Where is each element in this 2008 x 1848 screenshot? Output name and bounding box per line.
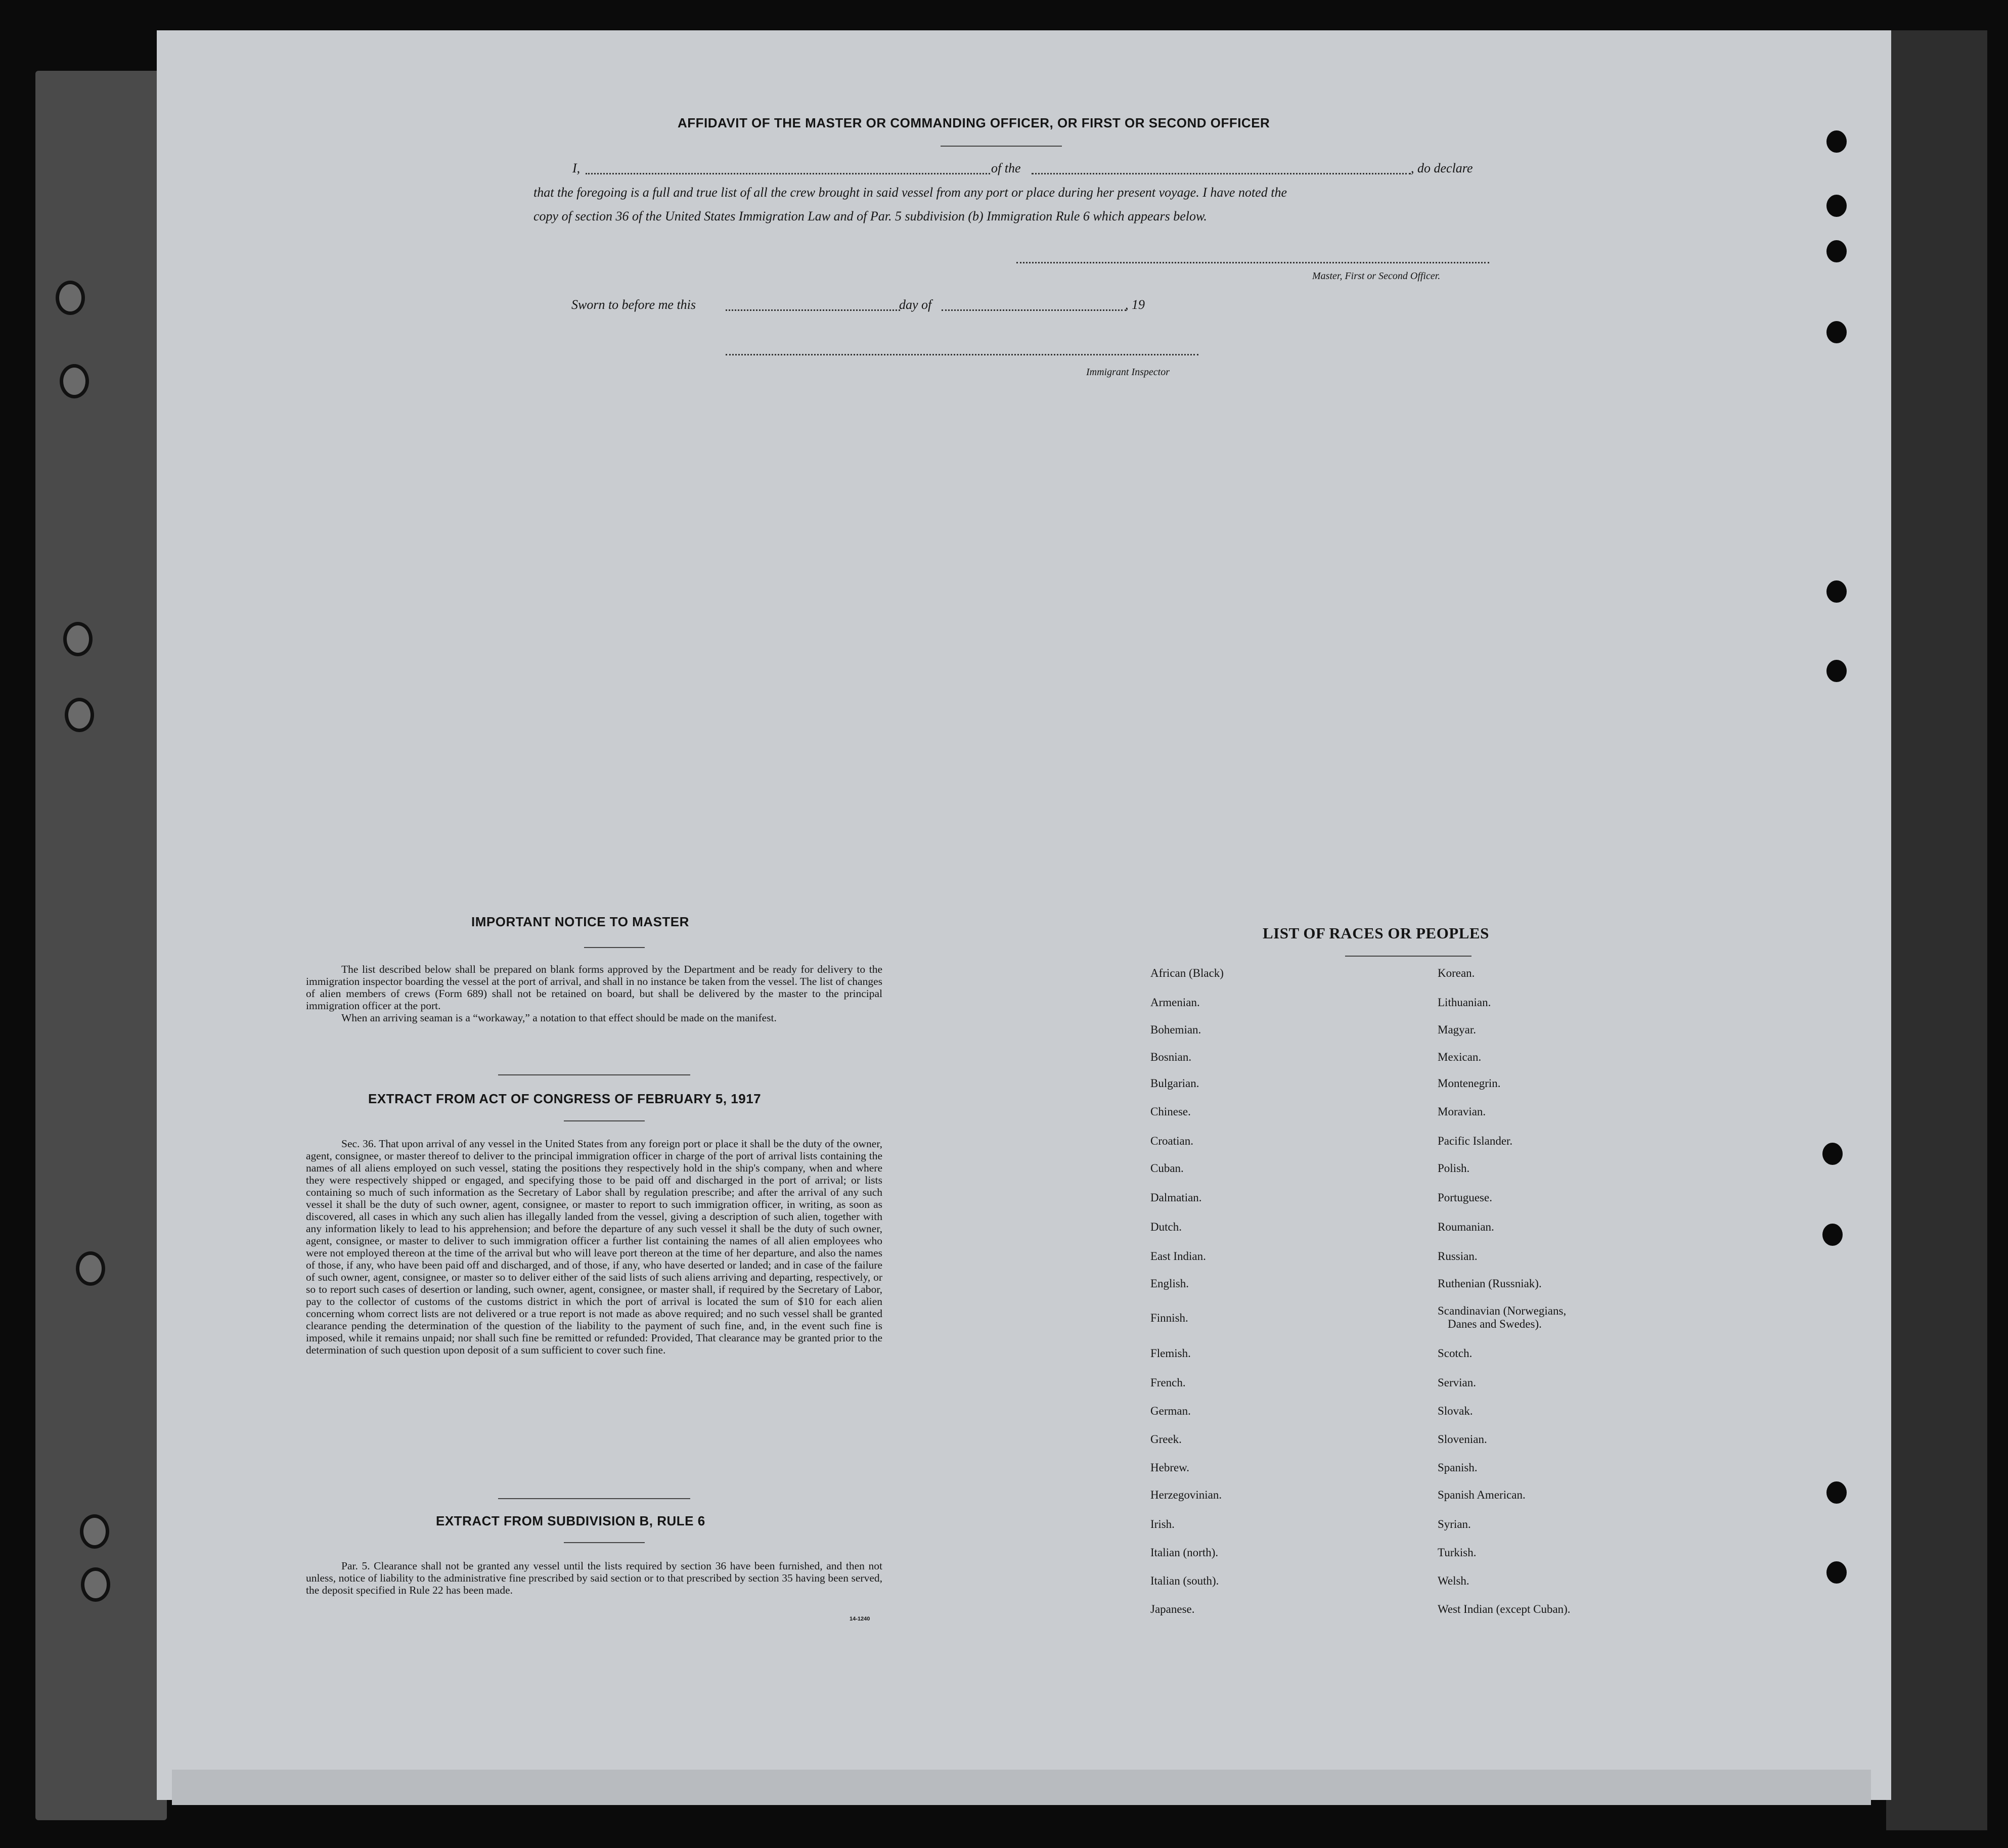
punch-hole — [65, 698, 94, 732]
race-right-item: Spanish American. — [1438, 1489, 1526, 1501]
race-left-item: Hebrew. — [1150, 1461, 1190, 1474]
i-label: I, — [572, 161, 581, 175]
punch-hole — [1826, 660, 1847, 682]
of-the-label: of the — [991, 161, 1021, 175]
binder-edge-right — [1886, 30, 1987, 1830]
punch-hole — [1826, 1561, 1847, 1584]
punch-hole — [1826, 321, 1847, 343]
race-left-item: Bohemian. — [1150, 1023, 1201, 1036]
name-blank[interactable] — [586, 173, 990, 174]
race-right-item: Scotch. — [1438, 1347, 1472, 1360]
punch-hole — [80, 1514, 109, 1549]
race-right-item: Slovak. — [1438, 1405, 1473, 1417]
race-right-item: Pacific Islander. — [1438, 1135, 1513, 1147]
race-left-item: French. — [1150, 1376, 1186, 1389]
race-right-item: Welsh. — [1438, 1574, 1469, 1587]
inspector-signature-blank[interactable] — [726, 354, 1198, 355]
do-declare-label: , do declare — [1411, 161, 1473, 175]
master-signature-blank[interactable] — [1016, 262, 1489, 263]
race-right-item: Polish. — [1438, 1162, 1470, 1175]
punch-hole — [81, 1567, 110, 1602]
race-right-item: Servian. — [1438, 1376, 1477, 1389]
race-right-item: Spanish. — [1438, 1461, 1478, 1474]
race-right-item: Lithuanian. — [1438, 996, 1491, 1009]
sworn-month-blank[interactable] — [942, 309, 1126, 311]
master-signature-label: Master, First or Second Officer. — [1312, 271, 1441, 282]
affidavit-line-3: copy of section 36 of the United States Immigration Law and of Par. 5 subdivision (b) Immigration Rule 6 which appears below. — [533, 209, 1207, 223]
race-right-item: Roumanian. — [1438, 1221, 1494, 1233]
extract-act-title: EXTRACT FROM ACT OF CONGRESS OF FEBRUARY 5, 1917 — [368, 1091, 762, 1106]
race-left-item: Greek. — [1150, 1433, 1182, 1446]
sworn-day-blank[interactable] — [726, 309, 900, 311]
race-left-item: Bosnian. — [1150, 1051, 1192, 1063]
section-divider — [498, 1074, 690, 1075]
race-left-item: English. — [1150, 1277, 1189, 1290]
race-right-item: Ruthenian (Russniak). — [1438, 1277, 1542, 1290]
race-right-item: Portuguese. — [1438, 1191, 1492, 1204]
race-right-item: West Indian (except Cuban). — [1438, 1603, 1571, 1615]
sworn-label: Sworn to before me this — [571, 297, 696, 312]
binder-edge-left — [35, 71, 167, 1820]
punch-hole — [56, 281, 85, 315]
punch-hole — [1826, 580, 1847, 603]
race-left-item: Bulgarian. — [1150, 1077, 1199, 1090]
race-left-item: German. — [1150, 1405, 1191, 1417]
race-left-item: Flemish. — [1150, 1347, 1191, 1360]
page-edge — [172, 1770, 1871, 1805]
form-number: 14-1240 — [850, 1616, 870, 1622]
race-left-item: African (Black) — [1150, 967, 1224, 979]
affidavit-line-2: that the foregoing is a full and true list of all the crew brought in said vessel from any port or place during her present voyage. I have noted the — [533, 185, 1287, 200]
affidavit-title: AFFIDAVIT OF THE MASTER OR COMMANDING OFFICER, OR FIRST OR SECOND OFFICER — [678, 115, 1270, 130]
race-right-item: Russian. — [1438, 1250, 1478, 1263]
race-left-item: Herzegovinian. — [1150, 1489, 1222, 1501]
punch-hole — [1826, 130, 1847, 153]
race-left-item: East Indian. — [1150, 1250, 1206, 1263]
punch-hole — [76, 1251, 105, 1286]
race-left-item: Cuban. — [1150, 1162, 1184, 1175]
race-left-item: Finnish. — [1150, 1312, 1188, 1324]
punch-hole — [1826, 240, 1847, 262]
extract-act-underline — [564, 1120, 645, 1121]
title-underline — [941, 146, 1062, 147]
race-left-item: Dutch. — [1150, 1221, 1182, 1233]
race-right-item: Danes and Swedes). — [1448, 1318, 1542, 1330]
race-right-item: Scandinavian (Norwegians, — [1438, 1304, 1567, 1317]
notice-text — [306, 963, 882, 1024]
rule-6-text — [306, 1560, 882, 1596]
race-left-item: Italian (south). — [1150, 1574, 1219, 1587]
rule-6-paragraph: Par. 5. Clearance shall not be granted any vessel until the lists required by section 36 have been furnished, and then not unless, notice of liability to the administrative fine prescribed by said section or to that prescribed by section 35 having been served, the deposit specified in Rule 22 has been made. — [306, 1560, 882, 1596]
race-right-item: Syrian. — [1438, 1518, 1471, 1530]
notice-title: IMPORTANT NOTICE TO MASTER — [471, 914, 689, 929]
notice-paragraph-2: When an arriving seaman is a “workaway,” a notation to that effect should be made on the manifest. — [341, 1012, 777, 1024]
race-left-item: Irish. — [1150, 1518, 1175, 1530]
inspector-signature-label: Immigrant Inspector — [1086, 367, 1170, 378]
day-of-label: day of — [899, 297, 932, 312]
section-divider — [498, 1498, 690, 1499]
notice-underline — [584, 947, 645, 948]
punch-hole — [1826, 1481, 1847, 1504]
punch-hole — [1822, 1224, 1843, 1246]
year-label: , 19 — [1125, 297, 1145, 312]
punch-hole — [1826, 195, 1847, 217]
extract-rule-title: EXTRACT FROM SUBDIVISION B, RULE 6 — [436, 1513, 705, 1528]
section-36-text — [306, 1138, 882, 1356]
race-left-item: Croatian. — [1150, 1135, 1193, 1147]
race-left-item: Italian (north). — [1150, 1546, 1219, 1559]
document-page — [157, 30, 1891, 1800]
races-title: LIST OF RACES OR PEOPLES — [1263, 924, 1489, 942]
race-right-item: Korean. — [1438, 967, 1475, 979]
race-left-item: Japanese. — [1150, 1603, 1195, 1615]
vessel-blank[interactable] — [1032, 173, 1411, 174]
notice-paragraph-1: The list described below shall be prepared on blank forms approved by the Department and be ready for delivery to the immigration inspector boarding the vessel at the port of arrival, and shall in no instance be taken from the vessel. The list of changes of alien members of crews (Form 689) shall not be retained on board, but shall be delivered by the master to the principal immigration officer at the port. — [306, 963, 882, 1012]
race-right-item: Mexican. — [1438, 1051, 1482, 1063]
race-right-item: Montenegrin. — [1438, 1077, 1501, 1090]
punch-hole — [1822, 1143, 1843, 1165]
section-36-paragraph: Sec. 36. That upon arrival of any vessel in the United States from any foreign port or place it shall be the duty of the owner, agent, consignee, or master thereof to deliver to the principal immigration officer in charge of the port of arrival lists containing the names of all aliens employed on such vessel, stating the positions they respectively hold in the ship's company, when and where they were respectively shipped or engaged, and specifying those to be paid off and discharged in the port of arrival; or lists containing so much of such information as the Secretary of Labor shall by regulation prescribe; and after the arrival of any such vessel it shall be the duty of such owner, agent, consignee, or master to report to such immigration officer, in writing, as soon as discovered, all cases in which any such alien has illegally landed from the vessel, giving a description of such alien, together with any information likely to lead to his apprehension; and before the departure of any such vessel it shall be the duty of such owner, agent, consignee, or master to deliver to such immigration officer a further list containing the names of all alien employees who were not employed thereon at the time of the arrival but who will leave port thereon at the time of her departure, and also the names of those, if any, who have been paid off and discharged, and of those, if any, who have deserted or landed; and in case of the failure of such owner, agent, consignee, or master so to deliver either of the said lists of such aliens arriving and departing, respectively, or so to report such cases of desertion or landing, such owner, agent, consignee, or master shall, if required by the Secretary of Labor, pay to the collector of customs of the customs district in which the port of arrival is located the sum of $10 for each alien concerning whom correct lists are not delivered or a true report is not made as above required; and no such vessel shall be granted clearance pending the determination of the question of the liability to the payment of such fine, and, in the event such fine is imposed, while it remains unpaid; nor shall such fine be remitted or refunded: Provided, That clearance may be granted prior to the determination of such question upon deposit of a sum sufficient to cover such fine. — [306, 1138, 882, 1356]
race-left-item: Dalmatian. — [1150, 1191, 1202, 1204]
race-left-item: Armenian. — [1150, 996, 1200, 1009]
punch-hole — [63, 622, 93, 656]
race-right-item: Magyar. — [1438, 1023, 1477, 1036]
punch-hole — [60, 364, 89, 398]
race-right-item: Slovenian. — [1438, 1433, 1487, 1446]
race-right-item: Moravian. — [1438, 1105, 1486, 1118]
races-underline — [1345, 956, 1471, 957]
extract-rule-underline — [564, 1542, 645, 1543]
race-right-item: Turkish. — [1438, 1546, 1477, 1559]
race-left-item: Chinese. — [1150, 1105, 1191, 1118]
